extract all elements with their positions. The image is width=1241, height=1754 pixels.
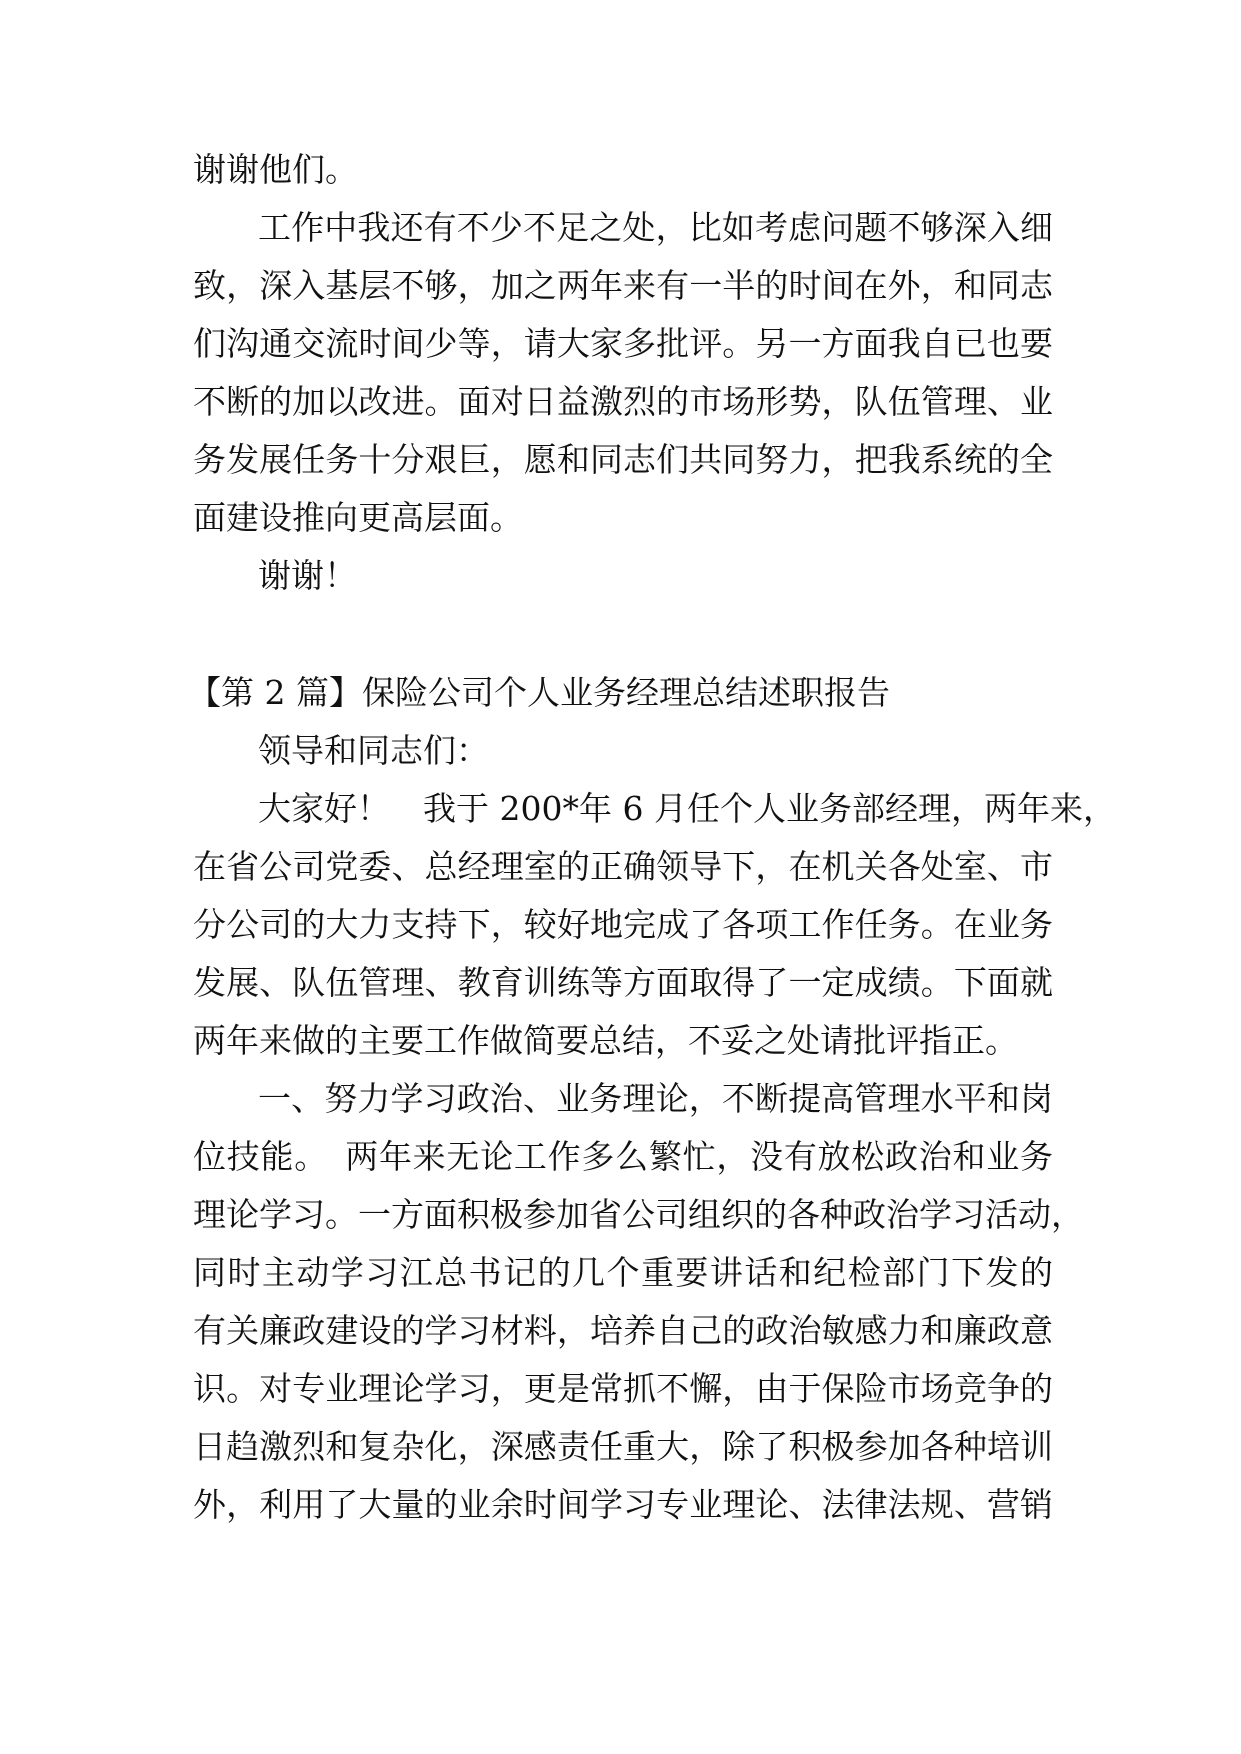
text-line: 有关廉政建设的学习材料，培养自己的政治敏感力和廉政意	[193, 1311, 1053, 1350]
text-line: 日趋激烈和复杂化，深感责任重大，除了积极参加各种培训	[193, 1427, 1053, 1466]
paragraph-line: 大家好！ 我于 200*年 6 月任个人业务部经理，两年来，	[258, 789, 1116, 828]
text-line: 在省公司党委、总经理室的正确领导下，在机关各处室、市	[193, 847, 1053, 886]
text-line: 们沟通交流时间少等，请大家多批评。另一方面我自已也要	[193, 324, 1053, 363]
text-line: 面建设推向更高层面。	[193, 498, 523, 537]
text-line: 不断的加以改进。面对日益激烈的市场形势，队伍管理、业	[193, 382, 1053, 421]
paragraph-line: 工作中我还有不少不足之处，比如考虑问题不够深入细	[258, 208, 1053, 247]
text-line: 致，深入基层不够，加之两年来有一半的时间在外，和同志	[193, 266, 1053, 305]
text-line: 位技能。 两年来无论工作多么繁忙，没有放松政治和业务	[193, 1137, 1053, 1176]
text-line: 两年来做的主要工作做简要总结，不妥之处请批评指正。	[193, 1021, 1018, 1060]
text-line: 识。对专业理论学习，更是常抓不懈，由于保险市场竞争的	[193, 1369, 1053, 1408]
text-line: 发展、队伍管理、教育训练等方面取得了一定成绩。下面就	[193, 963, 1053, 1002]
closing-line: 谢谢！	[258, 556, 357, 595]
text-line: 分公司的大力支持下，较好地完成了各项工作任务。在业务	[193, 905, 1053, 944]
text-line: 外，利用了大量的业余时间学习专业理论、法律法规、营销	[193, 1485, 1053, 1524]
paragraph-line: 一、努力学习政治、业务理论，不断提高管理水平和岗	[258, 1079, 1053, 1118]
text-line: 务发展任务十分艰巨，愿和同志们共同努力，把我系统的全	[193, 440, 1053, 479]
text-line: 同时主动学习江总书记的几个重要讲话和纪检部门下发的	[193, 1253, 1053, 1292]
text-line: 理论学习。一方面积极参加省公司组织的各种政治学习活动，	[193, 1195, 1084, 1234]
salutation-line: 领导和同志们：	[258, 731, 489, 770]
text-line: 谢谢他们。	[193, 150, 358, 189]
section-title: 【第 2 篇】保险公司个人业务经理总结述职报告	[188, 673, 890, 712]
